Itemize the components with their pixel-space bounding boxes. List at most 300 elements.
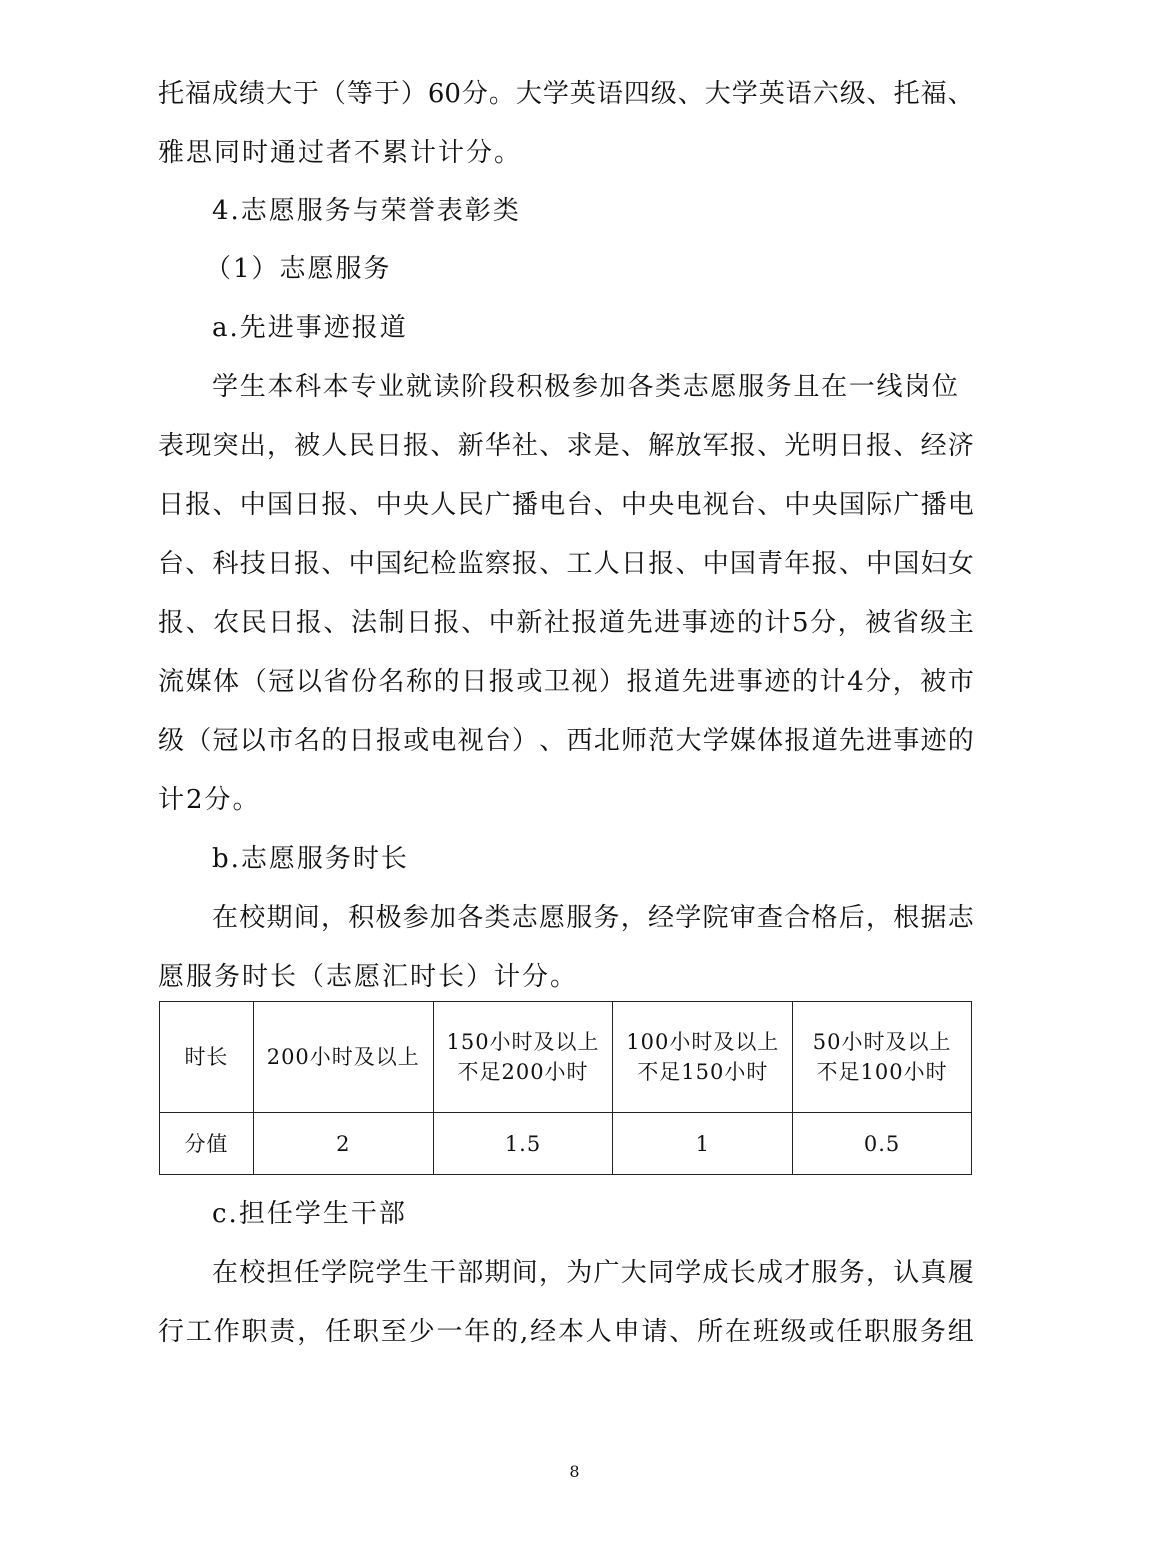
text-glyph: 托	[893, 79, 920, 109]
text-glyph: 求	[566, 431, 593, 461]
text-glyph: ，	[620, 903, 647, 933]
text-glyph: 名	[294, 726, 321, 756]
text-glyph: 60	[427, 79, 461, 109]
text-glyph: 大	[675, 726, 702, 756]
text-glyph: 岗	[904, 372, 931, 402]
text-glyph: 成	[702, 1258, 729, 1288]
item-heading: a.先进事迹报道	[212, 313, 408, 343]
text-glyph: 于	[292, 79, 319, 109]
item-heading: c.担任学生干部	[212, 1199, 407, 1229]
text-glyph: 省	[323, 667, 350, 697]
text-glyph: 以	[239, 726, 266, 756]
text-glyph: 在	[212, 1258, 239, 1288]
paragraph-line	[158, 548, 974, 580]
text-glyph: 服	[811, 1258, 838, 1288]
text-glyph: 民	[457, 490, 484, 520]
text-glyph: 进	[709, 667, 736, 697]
text-glyph: 农	[213, 608, 240, 638]
text-glyph: 卫	[543, 667, 570, 697]
text-glyph: 阶	[461, 372, 488, 402]
text-glyph: ）	[400, 79, 427, 109]
text-glyph: 学	[375, 1258, 402, 1288]
text-glyph: 事	[893, 726, 920, 756]
text-glyph: 请	[641, 1317, 668, 1347]
text-glyph: 民	[348, 431, 375, 461]
text-glyph: 作	[213, 1317, 240, 1347]
text-glyph: 或	[808, 1317, 835, 1347]
text-glyph: 愿	[710, 372, 737, 402]
table-cell	[253, 1002, 433, 1113]
text-glyph: 服	[738, 372, 765, 402]
text-glyph: 范	[648, 726, 675, 756]
text-glyph: 冠	[268, 667, 295, 697]
text-glyph: 视	[571, 667, 598, 697]
text-glyph: 读	[433, 372, 460, 402]
text-glyph: 省	[892, 608, 919, 638]
text-glyph: 突	[212, 431, 239, 461]
text-glyph: 女	[947, 549, 974, 579]
paragraph-line	[158, 1316, 974, 1348]
text-glyph: 级	[158, 726, 185, 756]
table-cell	[613, 1002, 793, 1113]
text-glyph: 院	[348, 1258, 375, 1288]
subsection-heading: （1）志愿服务	[205, 254, 392, 284]
text-glyph: 报	[729, 431, 756, 461]
text-glyph: 英	[758, 79, 785, 109]
text-glyph: 、	[185, 608, 212, 638]
text-glyph: 法	[350, 608, 377, 638]
volunteer-hours-table	[159, 1001, 972, 1175]
text-glyph: 先	[838, 726, 865, 756]
text-glyph: 位	[931, 372, 958, 402]
text-glyph: 类	[484, 903, 511, 933]
text-glyph: 为	[566, 1258, 593, 1288]
text-glyph: 、	[757, 431, 784, 461]
text-glyph: 被	[920, 667, 947, 697]
text-glyph: 成	[757, 1258, 784, 1288]
text-glyph: 新	[457, 431, 484, 461]
text-glyph: 先	[681, 667, 708, 697]
tier-label: 不足200小时	[457, 1060, 589, 1084]
text-glyph: 生	[402, 1258, 429, 1288]
table-cell	[793, 1113, 972, 1175]
text-glyph: 体	[757, 726, 784, 756]
text-glyph: ，	[539, 1258, 566, 1288]
text-glyph: 报	[375, 726, 402, 756]
text-glyph: 或	[516, 667, 543, 697]
text-glyph: 干	[430, 1258, 457, 1288]
table-cell	[160, 1002, 254, 1113]
text-glyph: 学	[675, 1258, 702, 1288]
text-glyph: ，	[321, 903, 348, 933]
text-glyph: 学	[212, 372, 239, 402]
text-glyph: 市	[947, 667, 974, 697]
text-glyph: 迹	[764, 667, 791, 697]
text-glyph: 纪	[403, 549, 430, 579]
tier-label: 150小时及以上	[446, 1030, 600, 1054]
text-glyph: 期	[484, 1258, 511, 1288]
text-glyph: 事	[736, 667, 763, 697]
text-glyph: 份	[350, 667, 377, 697]
text-glyph: 务	[593, 903, 620, 933]
table-cell	[253, 1113, 433, 1175]
text-glyph: 任	[293, 1258, 320, 1288]
text-glyph: 国	[838, 490, 865, 520]
text-glyph: 就	[405, 372, 432, 402]
text-glyph: 、	[539, 431, 566, 461]
text-glyph: 央	[811, 490, 838, 520]
tier-label: 100小时及以上	[626, 1030, 780, 1054]
paragraph-line: 愿服务时长（志愿汇时长）计分。	[158, 962, 579, 992]
text-glyph: ，	[266, 431, 293, 461]
text-glyph: 台	[566, 490, 593, 520]
text-glyph: 学	[731, 79, 758, 109]
text-glyph: 职	[864, 1317, 891, 1347]
text-glyph: 播	[920, 490, 947, 520]
text-glyph: 中	[375, 490, 402, 520]
text-glyph: 事	[681, 608, 708, 638]
text-glyph: 报	[571, 608, 598, 638]
text-glyph: 务	[765, 372, 792, 402]
text-glyph: 经	[530, 1317, 557, 1347]
paragraph-line	[158, 78, 974, 110]
text-glyph: 电	[539, 490, 566, 520]
text-glyph: 担	[266, 1258, 293, 1288]
text-glyph: 现	[185, 431, 212, 461]
text-glyph: 日	[375, 431, 402, 461]
text-glyph: 院	[702, 903, 729, 933]
text-glyph: 的	[492, 1317, 519, 1347]
tier-label: 200小时及以上	[266, 1045, 420, 1069]
text-glyph: 道	[654, 667, 681, 697]
text-glyph: （	[185, 726, 212, 756]
text-glyph: 少	[408, 1317, 435, 1347]
text-glyph: 、	[348, 490, 375, 520]
score-value: 1	[695, 1131, 710, 1156]
text-glyph: 服	[566, 903, 593, 933]
text-glyph: 被	[294, 431, 321, 461]
text-glyph: 被	[865, 608, 892, 638]
text-glyph: 、	[838, 549, 865, 579]
text-glyph: 英	[569, 79, 596, 109]
text-glyph: 中	[239, 490, 266, 520]
text-glyph: 察	[484, 549, 511, 579]
paragraph-line	[158, 489, 974, 521]
table-cell	[433, 1113, 613, 1175]
text-glyph: 、	[669, 1317, 696, 1347]
text-glyph: 校	[239, 903, 266, 933]
table-score-row	[160, 1113, 972, 1175]
text-glyph: 的	[321, 726, 348, 756]
table-cell	[613, 1113, 793, 1175]
text-glyph: 加	[430, 903, 457, 933]
text-glyph: 于	[373, 79, 400, 109]
text-glyph: 台	[158, 549, 185, 579]
text-glyph: 工	[566, 549, 593, 579]
text-glyph: 、	[323, 608, 350, 638]
text-glyph: 在	[821, 372, 848, 402]
text-glyph: 报	[403, 431, 430, 461]
text-glyph: 央	[403, 490, 430, 520]
text-glyph: 青	[757, 549, 784, 579]
text-glyph: 、	[212, 490, 239, 520]
text-glyph: 、	[461, 608, 488, 638]
paragraph-line	[212, 371, 958, 403]
text-glyph: 电	[675, 490, 702, 520]
text-glyph: 台	[729, 490, 756, 520]
text-glyph: 级	[780, 1317, 807, 1347]
text-glyph: 明	[811, 431, 838, 461]
text-glyph: 本	[557, 1317, 584, 1347]
text-glyph: （	[319, 79, 346, 109]
text-glyph: 等	[346, 79, 373, 109]
text-glyph: 学	[675, 903, 702, 933]
text-glyph: 计	[764, 608, 791, 638]
text-glyph: 、	[866, 79, 893, 109]
text-glyph: 妇	[920, 549, 947, 579]
text-glyph: 所	[697, 1317, 724, 1347]
text-glyph: 电	[947, 490, 974, 520]
text-glyph: 市	[266, 726, 293, 756]
text-glyph: 、	[593, 490, 620, 520]
text-glyph: 志	[947, 903, 974, 933]
text-glyph: 分	[810, 608, 837, 638]
text-glyph: 监	[457, 549, 484, 579]
text-glyph: 、	[757, 490, 784, 520]
text-glyph: 经	[648, 903, 675, 933]
text-glyph: 至	[380, 1317, 407, 1347]
text-glyph: 、	[893, 431, 920, 461]
text-glyph: 日	[294, 490, 321, 520]
text-glyph: 4	[847, 667, 864, 697]
text-glyph: 的	[791, 667, 818, 697]
text-glyph: 段	[488, 372, 515, 402]
text-glyph: 绩	[238, 79, 265, 109]
hours-label: 时长	[184, 1045, 229, 1069]
text-glyph: ）	[512, 726, 539, 756]
text-glyph: 部	[457, 1258, 484, 1288]
text-glyph: 、	[539, 726, 566, 756]
text-glyph: 学	[542, 79, 569, 109]
text-glyph: 中	[866, 549, 893, 579]
text-glyph: 校	[239, 1258, 266, 1288]
text-glyph: 社	[543, 608, 570, 638]
text-glyph: 人	[321, 431, 348, 461]
text-glyph: 媒	[729, 726, 756, 756]
text-glyph: 分	[865, 667, 892, 697]
text-glyph: 四	[623, 79, 650, 109]
text-glyph: 报	[433, 608, 460, 638]
text-glyph: ，	[866, 1258, 893, 1288]
text-glyph: 视	[702, 490, 729, 520]
text-glyph: 责	[269, 1317, 296, 1347]
text-glyph: 媒	[185, 667, 212, 697]
text-glyph: 军	[702, 431, 729, 461]
tier-label: 不足100小时	[816, 1060, 948, 1084]
text-glyph: 播	[512, 490, 539, 520]
text-glyph: 级	[650, 79, 677, 109]
tier-label: 50小时及以上	[812, 1030, 952, 1054]
text-glyph: 日	[838, 431, 865, 461]
text-glyph: 福	[184, 79, 211, 109]
text-glyph: 、	[677, 79, 704, 109]
text-glyph: 际	[866, 490, 893, 520]
text-glyph: 托	[158, 79, 185, 109]
text-glyph: 华	[484, 431, 511, 461]
text-glyph: 人	[430, 490, 457, 520]
text-glyph: 国	[729, 549, 756, 579]
text-glyph: 任	[836, 1317, 863, 1347]
text-glyph: 以	[295, 667, 322, 697]
text-glyph: 同	[648, 1258, 675, 1288]
table-header-row	[160, 1002, 972, 1113]
text-glyph: 名	[378, 667, 405, 697]
text-glyph: 查	[757, 903, 784, 933]
text-glyph: 工	[185, 1317, 212, 1347]
text-glyph: 分	[461, 79, 488, 109]
text-glyph: 中	[488, 608, 515, 638]
text-glyph: 极	[375, 903, 402, 933]
text-glyph: 认	[893, 1258, 920, 1288]
text-glyph: 行	[158, 1317, 185, 1347]
text-glyph: 志	[511, 903, 538, 933]
text-glyph: 一	[436, 1317, 463, 1347]
text-glyph: 积	[348, 903, 375, 933]
text-glyph: 师	[620, 726, 647, 756]
paragraph-line: 计2分。	[158, 785, 261, 815]
text-glyph: 本	[322, 372, 349, 402]
text-glyph: 冠	[212, 726, 239, 756]
text-glyph: 报	[295, 608, 322, 638]
text-glyph: 广	[893, 490, 920, 520]
text-glyph: 报	[512, 549, 539, 579]
text-glyph: ,	[519, 1317, 529, 1347]
text-glyph: 报	[321, 490, 348, 520]
text-glyph: 间	[293, 903, 320, 933]
text-glyph: 的	[736, 608, 763, 638]
text-glyph: 央	[648, 490, 675, 520]
text-glyph: 迹	[920, 726, 947, 756]
table-cell	[160, 1113, 254, 1175]
text-glyph: 极	[544, 372, 571, 402]
text-glyph: 报	[648, 549, 675, 579]
text-glyph: 的	[433, 667, 460, 697]
text-glyph: 经	[920, 431, 947, 461]
text-glyph: 日	[266, 549, 293, 579]
text-glyph: 日	[620, 549, 647, 579]
text-glyph: 国	[375, 549, 402, 579]
text-glyph: 级	[839, 79, 866, 109]
text-glyph: 的	[947, 726, 974, 756]
text-glyph: 报	[158, 608, 185, 638]
text-glyph: 各	[627, 372, 654, 402]
score-value: 0.5	[863, 1131, 901, 1156]
paragraph-line	[158, 430, 974, 462]
text-glyph: 报	[784, 726, 811, 756]
text-glyph: 济	[947, 431, 974, 461]
text-glyph: 且	[793, 372, 820, 402]
text-glyph: 报	[811, 549, 838, 579]
text-glyph: 志	[682, 372, 709, 402]
text-glyph: 称	[406, 667, 433, 697]
text-glyph: 在	[724, 1317, 751, 1347]
text-glyph: 级	[920, 608, 947, 638]
paragraph-line	[212, 1257, 974, 1289]
text-glyph: 语	[596, 79, 623, 109]
text-glyph: 一	[848, 372, 875, 402]
text-glyph: 格	[811, 903, 838, 933]
text-glyph: 期	[266, 903, 293, 933]
text-glyph: 流	[158, 667, 185, 697]
text-glyph: 北	[593, 726, 620, 756]
text-glyph: 后	[838, 903, 865, 933]
text-glyph: 民	[240, 608, 267, 638]
text-glyph: 光	[784, 431, 811, 461]
text-glyph: 广	[593, 1258, 620, 1288]
text-glyph: 成	[211, 79, 238, 109]
text-glyph: 班	[752, 1317, 779, 1347]
text-glyph: 、	[430, 431, 457, 461]
paragraph-line	[158, 666, 974, 698]
text-glyph: 积	[516, 372, 543, 402]
section-heading: 4.志愿服务与荣誉表彰类	[212, 196, 521, 226]
text-glyph: 、	[539, 549, 566, 579]
text-glyph: 道	[599, 608, 626, 638]
table-cell	[433, 1002, 613, 1113]
text-glyph: 申	[613, 1317, 640, 1347]
paragraph-line	[212, 902, 974, 934]
text-glyph: 合	[784, 903, 811, 933]
text-glyph: 职	[241, 1317, 268, 1347]
text-glyph: 广	[484, 490, 511, 520]
text-glyph: 任	[325, 1317, 352, 1347]
text-glyph: 表	[158, 431, 185, 461]
text-glyph: 制	[378, 608, 405, 638]
table-cell	[793, 1002, 972, 1113]
text-glyph: 各	[457, 903, 484, 933]
text-glyph: 国	[266, 490, 293, 520]
text-glyph: 先	[626, 608, 653, 638]
text-glyph: ，	[866, 903, 893, 933]
text-glyph: 视	[457, 726, 484, 756]
text-glyph: 、	[947, 79, 974, 109]
text-glyph: 务	[838, 1258, 865, 1288]
text-glyph: 加	[599, 372, 626, 402]
text-glyph: 放	[675, 431, 702, 461]
text-glyph: 5	[791, 608, 809, 638]
text-glyph: 人	[593, 549, 620, 579]
text-glyph: 科	[212, 549, 239, 579]
text-glyph: 六	[812, 79, 839, 109]
text-glyph: 大	[704, 79, 731, 109]
text-glyph: 、	[321, 549, 348, 579]
text-glyph: ，	[297, 1317, 324, 1347]
text-glyph: 长	[729, 1258, 756, 1288]
text-glyph: 中	[348, 549, 375, 579]
text-glyph: 道	[811, 726, 838, 756]
text-glyph: 大	[265, 79, 292, 109]
text-glyph: 间	[511, 1258, 538, 1288]
text-glyph: ，	[837, 608, 864, 638]
text-glyph: 解	[648, 431, 675, 461]
text-glyph: 检	[430, 549, 457, 579]
score-label: 分值	[184, 1131, 229, 1156]
text-glyph: 真	[920, 1258, 947, 1288]
text-glyph: 日	[406, 608, 433, 638]
text-glyph: 年	[784, 549, 811, 579]
score-value: 2	[336, 1131, 351, 1156]
text-glyph: 国	[893, 549, 920, 579]
